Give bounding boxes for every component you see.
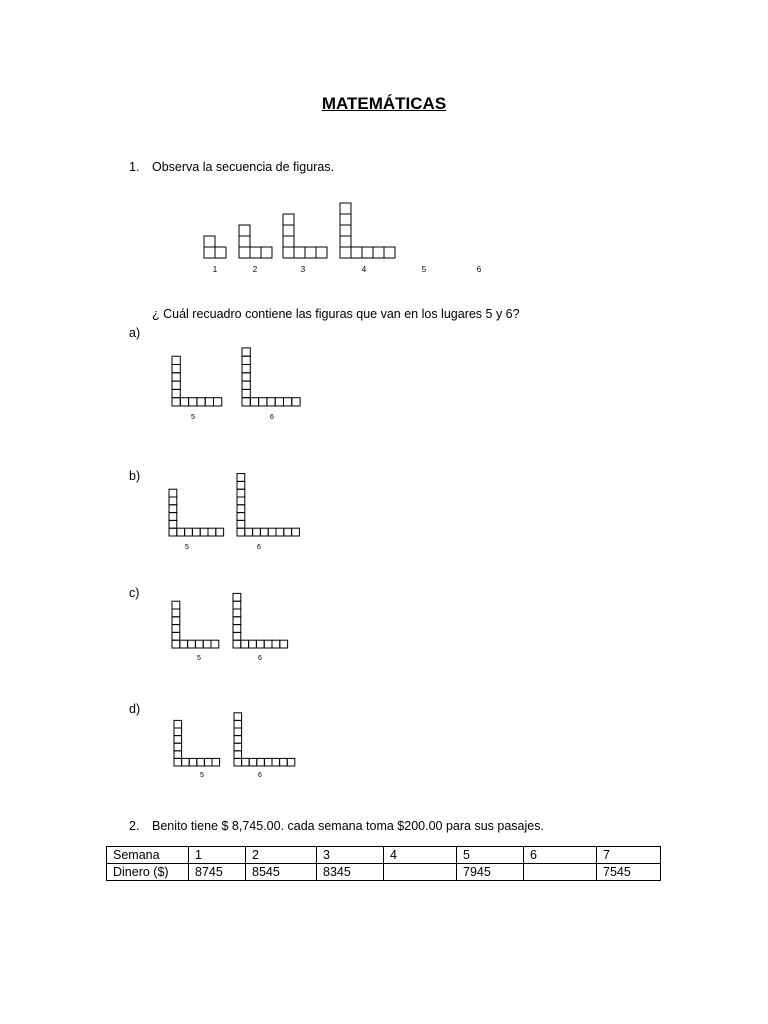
block-square — [205, 398, 213, 406]
block-square — [283, 225, 294, 236]
table-cell: 2 — [246, 847, 317, 864]
block-square — [261, 247, 272, 258]
block-square — [373, 247, 384, 258]
block-square — [239, 236, 250, 247]
block-square — [172, 365, 180, 373]
block-square — [185, 528, 193, 536]
table-cell: 7545 — [597, 864, 661, 881]
block-square — [177, 528, 185, 536]
block-square — [216, 528, 224, 536]
block-square — [284, 528, 292, 536]
block-square — [172, 389, 180, 397]
block-square — [237, 513, 245, 521]
figure-number: 5 — [421, 265, 427, 274]
table-cell: 7945 — [457, 864, 524, 881]
block-square — [195, 640, 203, 648]
block-square — [174, 736, 182, 744]
block-square — [212, 758, 220, 766]
block-square — [233, 609, 241, 617]
figure-number: 2 — [252, 265, 258, 274]
block-square — [174, 728, 182, 736]
table-cell — [384, 864, 457, 881]
block-square — [275, 398, 283, 406]
table-row — [107, 847, 661, 864]
block-square — [169, 505, 177, 513]
block-square — [233, 617, 241, 625]
block-square — [257, 758, 265, 766]
block-square — [203, 640, 211, 648]
block-square — [283, 236, 294, 247]
block-square — [256, 640, 264, 648]
block-square — [239, 225, 250, 236]
block-square — [204, 236, 215, 247]
block-square — [215, 247, 226, 258]
block-square — [292, 398, 300, 406]
block-square — [242, 373, 250, 381]
block-square — [316, 247, 327, 258]
block-square — [172, 609, 180, 617]
block-square — [174, 743, 182, 751]
block-square — [292, 528, 300, 536]
block-square — [234, 736, 242, 744]
block-square — [250, 398, 258, 406]
block-square — [384, 247, 395, 258]
table-row — [107, 864, 661, 881]
option-a-label: a) — [129, 326, 141, 340]
block-square — [180, 398, 188, 406]
block-square — [189, 398, 197, 406]
block-square — [182, 758, 190, 766]
block-square — [172, 398, 180, 406]
block-square — [242, 356, 250, 364]
table-cell: 3 — [317, 847, 384, 864]
block-square — [234, 758, 242, 766]
block-square — [340, 214, 351, 225]
block-square — [197, 398, 205, 406]
block-square — [233, 593, 241, 601]
block-square — [249, 758, 257, 766]
block-square — [305, 247, 316, 258]
block-square — [233, 640, 241, 648]
block-square — [174, 720, 182, 728]
block-square — [211, 640, 219, 648]
figure-number: 5 — [185, 544, 189, 551]
block-square — [172, 601, 180, 609]
table-cell: 6 — [524, 847, 597, 864]
block-square — [242, 365, 250, 373]
figure-number: 1 — [212, 265, 218, 274]
block-square — [283, 214, 294, 225]
page-title: MATEMÁTICAS — [321, 94, 447, 113]
block-square — [233, 632, 241, 640]
figure-number: 6 — [476, 265, 482, 274]
block-square — [204, 758, 212, 766]
block-square — [237, 520, 245, 528]
block-square — [234, 728, 242, 736]
option-d-label: d) — [129, 702, 141, 716]
block-square — [172, 381, 180, 389]
table-cell: 7 — [597, 847, 661, 864]
block-square — [234, 713, 242, 721]
block-square — [245, 528, 253, 536]
block-square — [234, 743, 242, 751]
block-square — [200, 528, 208, 536]
block-square — [180, 640, 188, 648]
block-square — [250, 247, 261, 258]
figure-number: 5 — [191, 414, 195, 421]
block-square — [340, 247, 351, 258]
block-square — [272, 758, 280, 766]
block-square — [280, 758, 288, 766]
block-square — [259, 398, 267, 406]
block-square — [283, 247, 294, 258]
figure-number: 6 — [258, 655, 262, 662]
block-square — [242, 758, 250, 766]
block-square — [204, 247, 215, 258]
block-square — [276, 528, 284, 536]
question-2-text: Benito tiene $ 8,745.00. cada semana toma $200.00 para sus pasajes. — [152, 819, 544, 833]
block-square — [172, 617, 180, 625]
question-2-number: 2. — [129, 819, 140, 833]
figure-number: 4 — [361, 265, 367, 274]
question-1-number: 1. — [129, 160, 140, 174]
block-square — [272, 640, 280, 648]
block-square — [264, 640, 272, 648]
block-square — [189, 758, 197, 766]
block-square — [174, 751, 182, 759]
block-square — [242, 389, 250, 397]
block-square — [362, 247, 373, 258]
block-square — [287, 758, 295, 766]
block-square — [169, 497, 177, 505]
block-square — [260, 528, 268, 536]
block-square — [234, 751, 242, 759]
block-square — [169, 489, 177, 497]
block-square — [237, 528, 245, 536]
table-cell — [524, 864, 597, 881]
figure-number: 6 — [270, 414, 274, 421]
block-square — [192, 528, 200, 536]
block-square — [280, 640, 288, 648]
block-square — [340, 225, 351, 236]
figure-number: 6 — [257, 544, 261, 551]
block-square — [172, 625, 180, 633]
block-square — [294, 247, 305, 258]
block-square — [169, 520, 177, 528]
block-square — [237, 489, 245, 497]
block-square — [340, 236, 351, 247]
table-cell: Dinero ($) — [107, 864, 189, 881]
block-square — [237, 505, 245, 513]
table-cell: 8345 — [317, 864, 384, 881]
table-cell: 8745 — [189, 864, 246, 881]
block-square — [169, 513, 177, 521]
table-cell: Semana — [107, 847, 189, 864]
block-square — [239, 247, 250, 258]
block-square — [242, 398, 250, 406]
block-square — [284, 398, 292, 406]
block-square — [351, 247, 362, 258]
block-square — [174, 758, 182, 766]
option-b-label: b) — [129, 469, 141, 483]
block-square — [237, 474, 245, 482]
table-cell: 5 — [457, 847, 524, 864]
table-cell: 8545 — [246, 864, 317, 881]
block-square — [172, 640, 180, 648]
figure-number: 5 — [200, 772, 204, 779]
block-square — [172, 356, 180, 364]
block-square — [340, 203, 351, 214]
block-square — [197, 758, 205, 766]
block-square — [233, 625, 241, 633]
block-square — [172, 373, 180, 381]
block-square — [237, 497, 245, 505]
sub-question: ¿ Cuál recuadro contiene las figuras que van en los lugares 5 y 6? — [152, 307, 520, 321]
block-square — [242, 381, 250, 389]
figure-number: 6 — [258, 772, 262, 779]
table-cell: 1 — [189, 847, 246, 864]
block-square — [188, 640, 196, 648]
block-square — [267, 398, 275, 406]
block-square — [169, 528, 177, 536]
block-square — [214, 398, 222, 406]
block-square — [241, 640, 249, 648]
block-square — [234, 720, 242, 728]
question-1-text: Observa la secuencia de figuras. — [152, 160, 335, 174]
block-square — [253, 528, 261, 536]
block-square — [268, 528, 276, 536]
option-c-label: c) — [129, 586, 140, 600]
figure-number: 3 — [300, 265, 306, 274]
block-square — [237, 481, 245, 489]
savings-table — [106, 846, 661, 881]
block-square — [233, 601, 241, 609]
block-square — [249, 640, 257, 648]
block-square — [208, 528, 216, 536]
block-square — [242, 348, 250, 356]
block-square — [264, 758, 272, 766]
table-cell: 4 — [384, 847, 457, 864]
block-square — [172, 632, 180, 640]
figure-number: 5 — [197, 655, 201, 662]
